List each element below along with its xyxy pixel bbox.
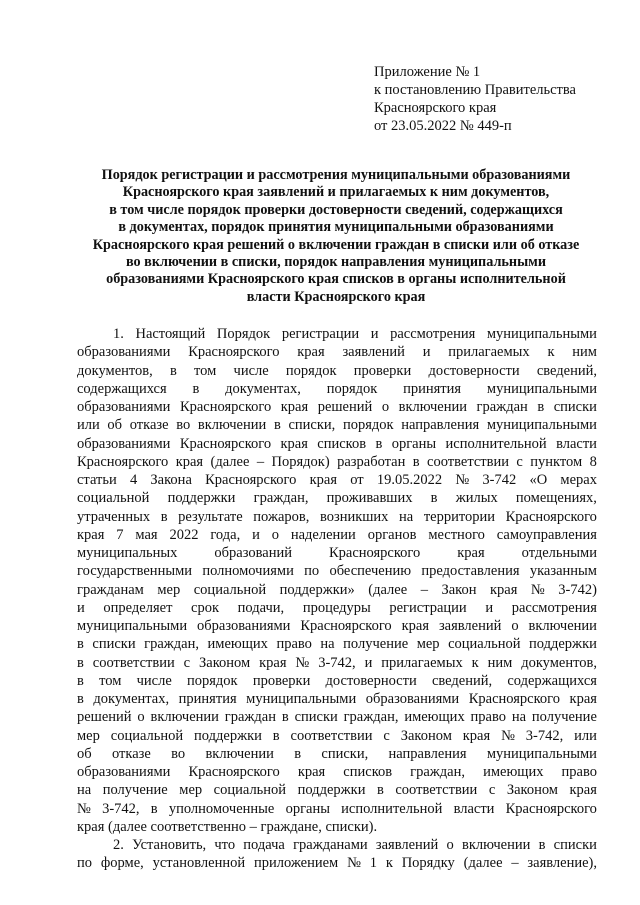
title-line: в документах, порядок принятия муниципальными образованиями	[118, 219, 554, 236]
text-line: решений о включении граждан в списки граждан, имеющих право на получение	[77, 709, 597, 726]
text-line: образованиями Красноярского края заявлений и прилагаемых к ним	[77, 344, 597, 361]
text-line: края (далее соответственно – граждане, списки).	[77, 818, 378, 835]
text-line: муниципальных образований Красноярского края отдельными	[77, 545, 597, 561]
text-line: по форме, установленной приложением № 1 к Порядку (далее – заявление),	[77, 855, 597, 872]
text-line: об отказе во включении в списки, направления муниципальными	[77, 745, 597, 762]
text-line: документов, в том числе порядок проверки достоверности сведений,	[77, 362, 597, 379]
appendix-number: Приложение № 1	[374, 64, 481, 80]
text-line: муниципальными образованиями Красноярского края заявлений о включении	[77, 618, 597, 634]
text-line: гражданам мер социальной поддержки» (далее – Закон края № 3-742)	[77, 581, 597, 598]
appendix-date-number: от 23.05.2022 № 449-п	[374, 118, 512, 134]
title-line: Порядок регистрации и рассмотрения муниципальными образованиями	[101, 167, 571, 183]
text-line: образованиями Красноярского края решений о включении граждан в списки	[77, 399, 597, 415]
text-line: 1. Настоящий Порядок регистрации и рассмотрения муниципальными	[113, 326, 597, 342]
text-line: содержащихся в документах, порядок принятия муниципальными	[77, 380, 597, 397]
text-line: Красноярского края (далее – Порядок) разработан в соответствии с пунктом 8	[77, 453, 597, 470]
appendix-region: Красноярского края	[374, 100, 497, 116]
title-line: власти Красноярского края	[246, 288, 426, 305]
title-line: Красноярского края решений о включении граждан в списки или об отказе	[92, 236, 580, 253]
text-line: образованиями Красноярского края списков в органы исполнительной власти	[77, 435, 597, 452]
text-line: социальной поддержки граждан, проживавших в жилых помещениях,	[77, 490, 597, 507]
text-line: края 7 мая 2022 года, и о наделении органов местного самоуправления	[77, 526, 597, 543]
title-line: Красноярского края заявлений и прилагаемых к ним документов,	[122, 184, 550, 201]
title-line: во включении в списки, порядок направления муниципальными	[125, 254, 547, 271]
text-line: утраченных в результате пожаров, возникших на территории Красноярского	[77, 508, 597, 525]
text-line: образованиями Красноярского края списков граждан, имеющих право	[77, 764, 597, 780]
text-line: государственными полномочиями по обеспечению предоставления указанным	[77, 563, 597, 580]
text-line: в соответствии с Законом края № 3-742, и прилагаемых к ним документов,	[77, 654, 597, 671]
appendix-header	[374, 63, 624, 135]
text-line: мер социальной поддержки в соответствии с Законом края № 3-742, или	[77, 727, 597, 744]
document-body	[77, 325, 597, 873]
text-line: 2. Установить, что подача гражданами заявлений о включении в списки	[113, 837, 597, 853]
text-line: в том числе порядок проверки достоверности сведений, содержащихся	[77, 672, 597, 689]
text-line: и определяет срок подачи, процедуры регистрации и рассмотрения	[77, 599, 597, 616]
document-title	[66, 167, 606, 306]
text-line: или об отказе во включении в списки, порядок направления муниципальными	[77, 417, 597, 434]
title-line: в том числе порядок проверки достоверности сведений, содержащихся	[109, 201, 563, 218]
text-line: в списки граждан, имеющих право на получение мер социальной поддержки	[77, 636, 597, 653]
text-line: на получение мер социальной поддержки в соответствии с Законом края	[77, 782, 597, 799]
text-line: статьи 4 Закона Красноярского края от 19.05.2022 № 3-742 «О мерах	[77, 472, 597, 488]
paragraph-2	[77, 836, 597, 873]
text-line: № 3-742, в уполномоченные органы исполнительной власти Красноярского	[77, 800, 597, 817]
text-line: в документах, принятия муниципальными образованиями Красноярского края	[77, 691, 597, 707]
paragraph-1	[77, 325, 597, 836]
title-line: образованиями Красноярского края списков в органы исполнительной	[106, 271, 566, 288]
appendix-reference: к постановлению Правительства	[374, 82, 576, 98]
